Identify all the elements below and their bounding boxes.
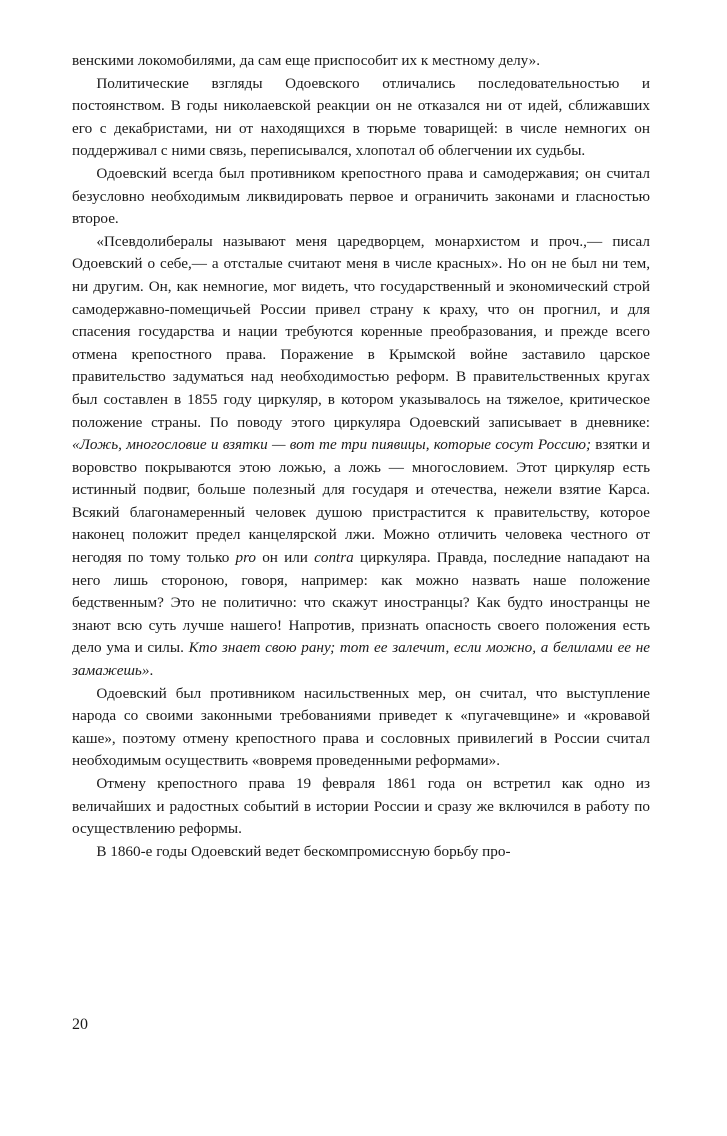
paragraph-1 <box>72 50 650 73</box>
paragraph-4-text-4: циркуляра. Правда, последние нападают на него лишь стороною, говоря, например: как можно назвать наше положение бедственным? Это не политично: что скажут иностранцы? Как будто иностранцы не знают всю суть лучше нашего! Напротив, признать опасность своего положения есть дело ума и силы. <box>72 549 650 657</box>
paragraph-7 <box>72 841 650 864</box>
paragraph-3 <box>72 163 650 231</box>
paragraph-6 <box>72 773 650 841</box>
paragraph-1-text: венскими локомобилями, да сам еще приспособит их к местному делу». <box>72 52 541 69</box>
latin-pro: pro <box>235 549 257 567</box>
paragraph-4-text-2: взятки и воровство покрываются этою ложью, а ложь — многословием. Этот циркуляр есть истинный подвиг, больше полезный для государя и отечества, нежели взятие Карса. Всякий благонамеренный человек душою пристрастится к правительству, которое наконец положит предел канцелярской лжи. Можно отличить человека честного от негодяя по тому только <box>72 436 650 567</box>
paragraph-4-text-5: . <box>149 662 154 680</box>
paragraph-3-text: Одоевский всегда был противником крепостного права и самодержавия; он считал безусловно необходимым ликвидировать первое и ограничить законами и гласностью второе. <box>72 164 650 228</box>
paragraph-7-text: В 1860-е годы Одоевский ведет бескомпромиссную борьбу про- <box>96 842 511 860</box>
book-page-text <box>72 50 650 863</box>
paragraph-5-text: Одоевский был противником насильственных мер, он считал, что выступление народа со своими законными требованиями приведет к «пугачевщине» и «кровавой каше», поэтому отмену крепостного права и сословных привилегий в России считал необходимым осуществить «вовремя проведенными реформами». <box>72 684 650 770</box>
paragraph-4 <box>72 231 650 683</box>
diary-quote-italic: «Ложь, многословие и взятки — вот те три пиявицы, которые сосут Россию; <box>72 436 592 454</box>
paragraph-5 <box>72 683 650 773</box>
page-number: 20 <box>72 1016 88 1033</box>
paragraph-2-text: Политические взгляды Одоевского отличались последовательностью и постоянством. В годы николаевской реакции он не отказался ни от идей, сближавших его с декабристами, ни от находящихся в тюрьме товарищей: в числе немногих он поддерживал с ними связь, переписывался, хлопотал об облегчении их судьбы. <box>72 74 650 160</box>
paragraph-4-text-3: он или <box>256 549 315 567</box>
latin-contra: contra <box>314 549 354 567</box>
paragraph-6-text: Отмену крепостного права 19 февраля 1861 года он встретил как одно из величайших и радостных событий в истории России и сразу же включился в работу по осуществлению реформы. <box>72 775 650 838</box>
closing-quote-italic: Кто знает свою рану; тот ее залечит, если можно, а белилами ее не замажешь» <box>72 639 651 680</box>
paragraph-2 <box>72 73 650 163</box>
paragraph-4-text-1: «Псевдолибералы называют меня царедворцем, монархистом и проч.,— писал Одоевский о себе,— а отсталые считают меня в числе красных». Но он не был ни тем, ни другим. Он, как немногие, мог видеть, что государственный и экономический строй самодержавно-помещичьей России привел страну к краху, что он прогнил, и для спасения государства и нации требуются коренные преобразования, и прежде всего отмена крепостного права. Поражение в Крымской войне заставило царское правительство задуматься над необходимостью реформ. В правительственных кругах был составлен в 1855 году циркуляр, в котором указывалось на тяжелое, критическое положение страны. По поводу этого циркуляра Одоевский записывает в дневнике: <box>72 232 650 431</box>
